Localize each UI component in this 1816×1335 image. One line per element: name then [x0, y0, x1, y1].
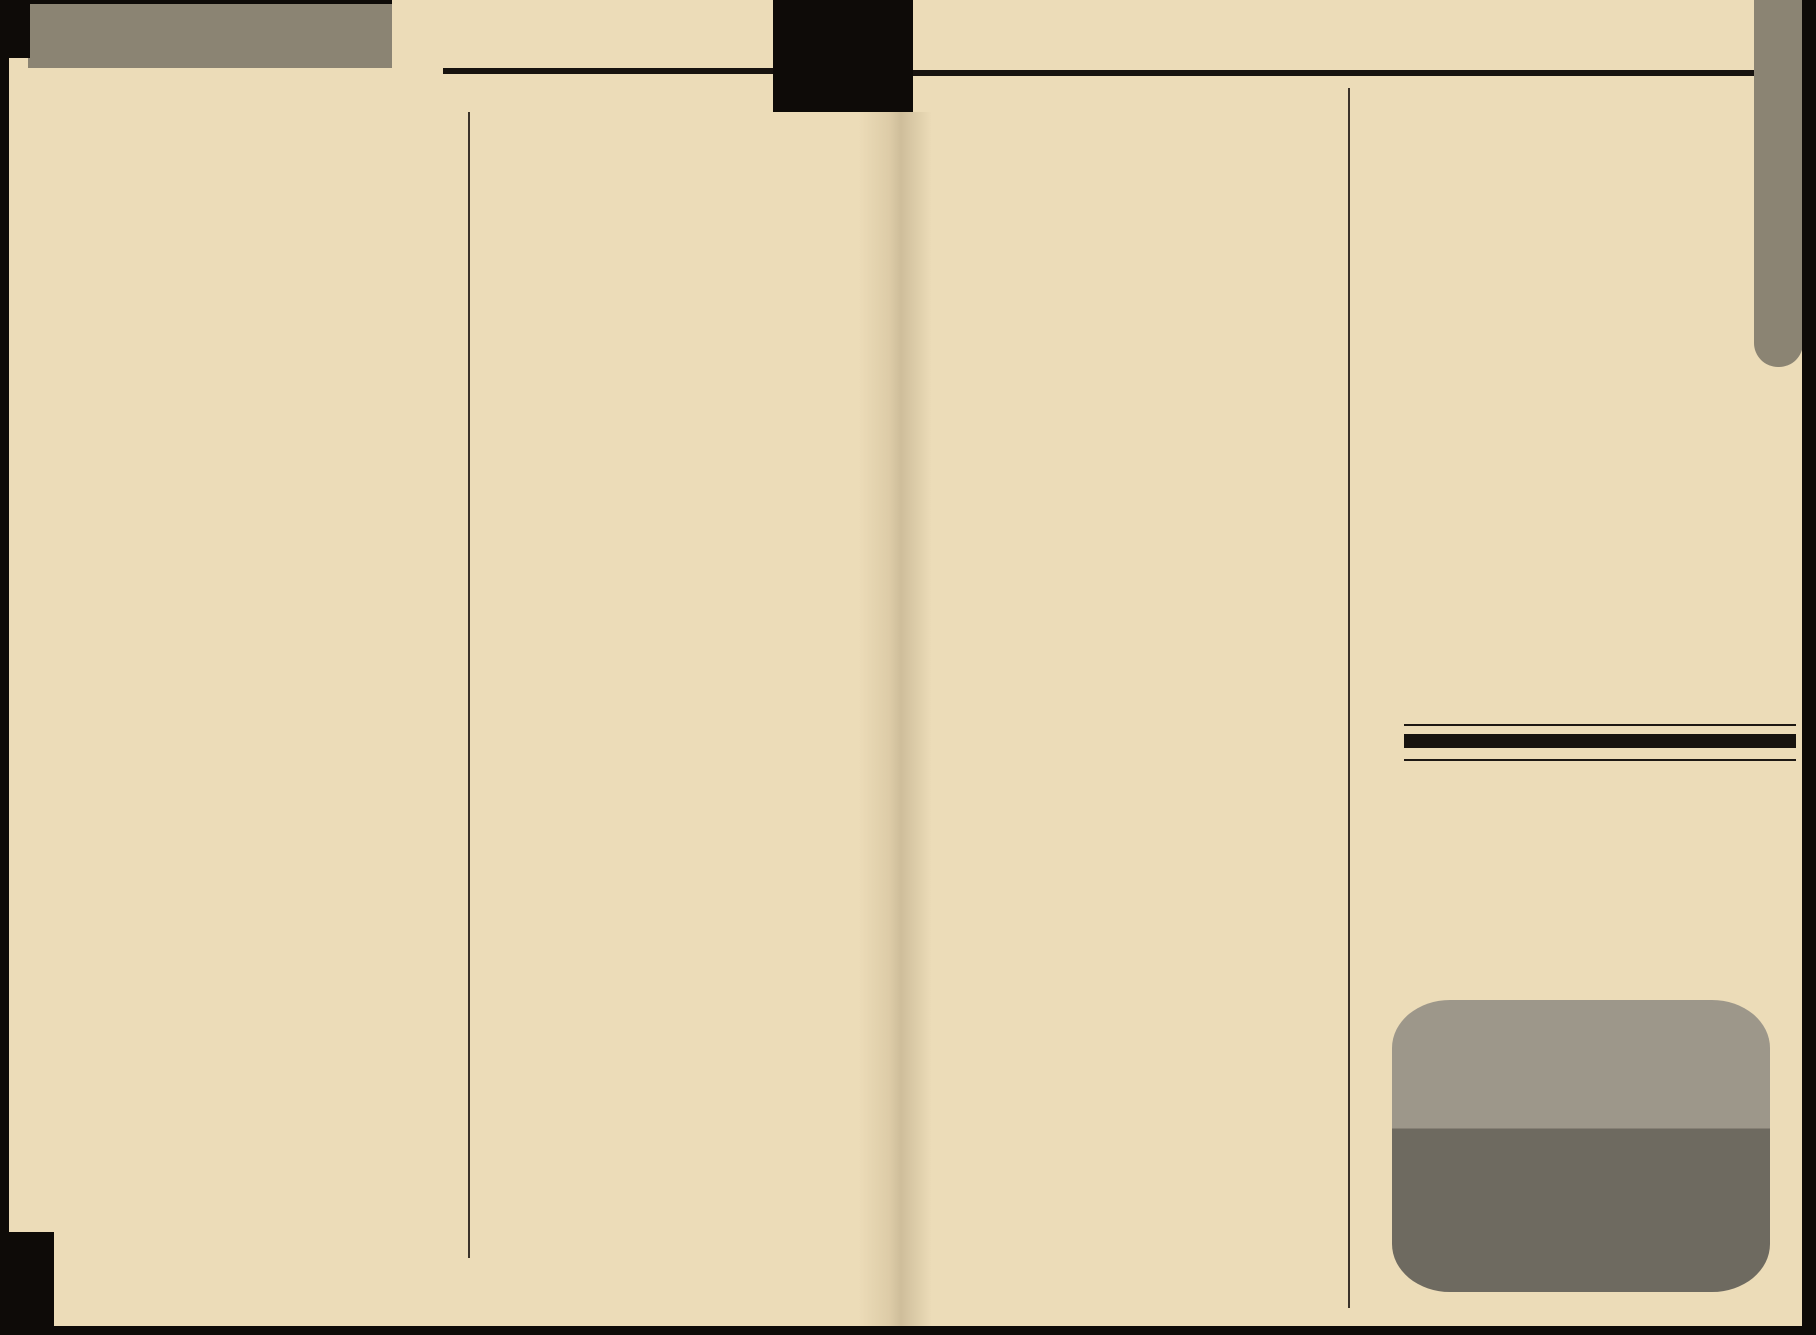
mtv-ad-locations — [1392, 1026, 1770, 1028]
scan-gutter-top — [773, 0, 913, 112]
scan-corner-bottom-left — [0, 1232, 54, 1335]
column-divider-right-page — [1348, 88, 1350, 1308]
scan-edge-bottom — [0, 1326, 1816, 1335]
ad-divider-rule — [1404, 724, 1796, 726]
ad-divider-rule — [1404, 759, 1796, 761]
mtv-ad-tv-screen — [1392, 1000, 1770, 1292]
scan-edge-left — [0, 0, 9, 1335]
scan-corner-top-left — [0, 0, 30, 58]
day-header-box — [28, 4, 392, 68]
page-fold-crease — [858, 112, 932, 1326]
column-divider-left-page — [468, 112, 470, 1258]
modern-tv-ad — [1358, 972, 1804, 1328]
fox-ad-banner — [1404, 734, 1796, 748]
header-rule-left — [443, 68, 775, 74]
scan-edge-right — [1802, 0, 1816, 1335]
fox-river-picnic-grove-ad — [1404, 724, 1796, 761]
saturday-side-tab — [1754, 0, 1803, 367]
header-rule-right — [913, 70, 1754, 76]
mtv-ad-price — [1738, 1092, 1744, 1117]
scan-edge-top — [0, 0, 392, 4]
